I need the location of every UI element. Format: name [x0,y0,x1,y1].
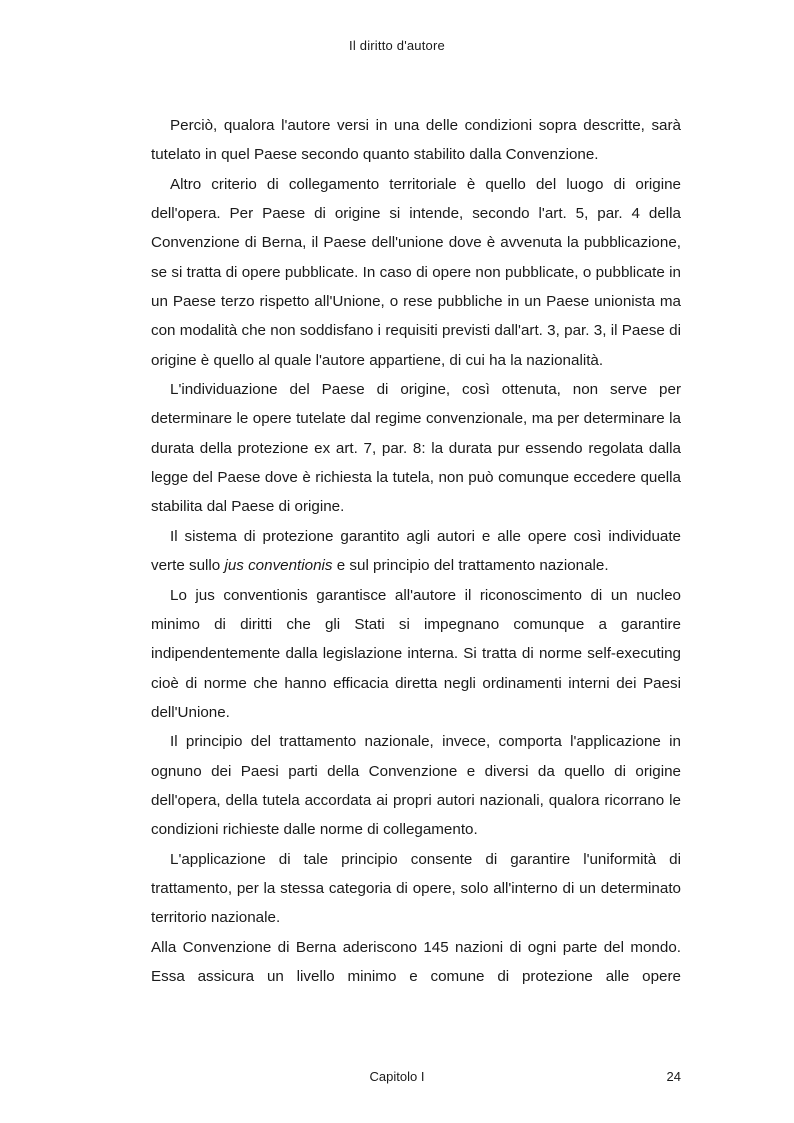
paragraph-7: L'applicazione di tale principio consente di garantire l'uniformità di trattamento, per la stessa categoria di opere, solo all'interno di un determinato territorio nazionale. [151,850,681,927]
paragraph-4-text-after: e sul principio del trattamento nazionale. [332,557,609,575]
paragraph-1: Perciò, qualora l'autore versi in una delle condizioni sopra descritte, sarà tutelato in quel Paese secondo quanto stabilito dalla Convenzione. [151,117,681,164]
paragraph-4-text-before: Il sistema di protezione garantito agli autori e alle opere così individuate verte sullo [151,527,681,575]
running-header: Il diritto d'autore [349,38,445,53]
paragraph-6: Il principio del trattamento nazionale, invece, comporta l'applicazione in ognuno dei Paesi parti della Convenzione e diversi da quello di origine dell'opera, della tutela accordata ai propri autori nazionali, qualora ricorrano le condizioni richieste dalle norme di collegamento. [151,733,681,839]
paragraph-4-italic-term: jus conventionis [224,557,333,575]
page-number: 24 [666,1069,681,1084]
paragraph-8: Alla Convenzione di Berna aderiscono 145 nazioni di ogni parte del mondo. Essa assicura un livello minimo e comune di protezione alle opere [151,938,681,985]
paragraph-3: L'individuazione del Paese di origine, così ottenuta, non serve per determinare le opere tutelate dal regime convenzionale, ma per determinare la durata della protezione ex art. 7, par. 8: la durata pur essendo regolata dalla legge del Paese dove è richiesta la tutela, non può comunque eccedere quella stabilita dal Paese di origine. [151,381,681,516]
paragraph-5: Lo jus conventionis garantisce all'autore il riconoscimento di un nucleo minimo di diritti che gli Stati si impegnano comunque a garantire indipendentemente dalla legislazione interna. Si tratta di norme self-executing cioè di norme che hanno efficacia diretta negli ordinamenti interni dei Paesi dell'Unione. [151,586,681,721]
footer-chapter: Capitolo I [369,1069,425,1084]
paragraph-4 [151,522,681,581]
body-text [151,111,681,991]
paragraph-2: Altro criterio di collegamento territoriale è quello del luogo di origine dell'opera. Per Paese di origine si intende, secondo l'art. 5, par. 4 della Convenzione di Berna, il Paese dell'unione dove è avvenuta la pubblicazione, se si tratta di opere pubblicate. In caso di opere non pubblicate, o pubblicate in un Paese terzo rispetto all'Unione, o rese pubbliche in un Paese unionista ma con modalità che non soddisfano i requisiti previsti dall'art. 3, par. 3, il Paese di origine è quello al quale l'autore appartiene, di cui ha la nazionalità. [151,175,681,369]
